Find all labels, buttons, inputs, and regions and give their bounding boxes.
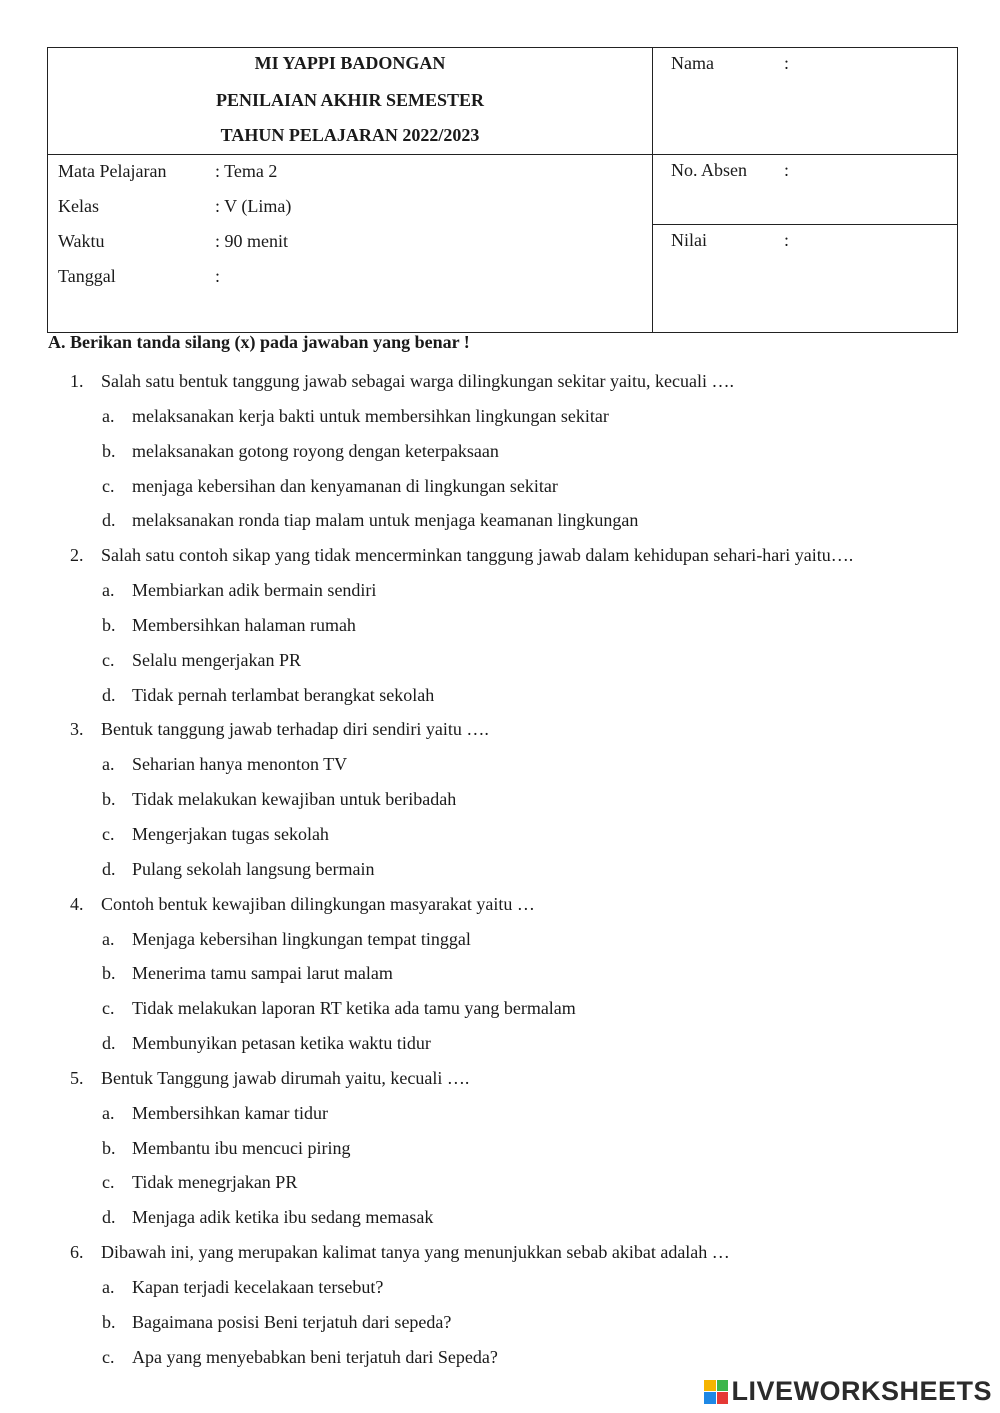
option-letter: d. bbox=[102, 684, 116, 705]
option-letter: b. bbox=[102, 1311, 116, 1332]
answer-option[interactable] bbox=[0, 1168, 1000, 1203]
date-label: Tanggal bbox=[58, 266, 116, 286]
absen-label: No. Absen bbox=[671, 160, 747, 180]
option-letter: b. bbox=[102, 614, 116, 635]
section-title: A. Berikan tanda silang (x) pada jawaban yang benar ! bbox=[48, 332, 470, 352]
option-letter: d. bbox=[102, 1032, 116, 1053]
option-letter: a. bbox=[102, 1276, 115, 1297]
question-2 bbox=[0, 541, 1000, 576]
question-text: Salah satu bentuk tanggung jawab sebagai warga dilingkungan sekitar yaitu, kecuali …. bbox=[101, 371, 734, 391]
option-text: Tidak menegrjakan PR bbox=[132, 1172, 298, 1193]
option-letter: b. bbox=[102, 789, 116, 810]
answer-option[interactable] bbox=[0, 681, 1000, 716]
answer-option[interactable] bbox=[0, 1029, 1000, 1064]
answer-option[interactable] bbox=[0, 576, 1000, 611]
option-letter: a. bbox=[102, 754, 115, 775]
question-number: 2. bbox=[70, 545, 84, 566]
option-letter: b. bbox=[102, 963, 116, 984]
question-6 bbox=[0, 1238, 1000, 1273]
question-5 bbox=[0, 1064, 1000, 1099]
score-value: : bbox=[784, 230, 790, 250]
logo-text: LIVEWORKSHEETS bbox=[731, 1376, 992, 1406]
option-text: Tidak pernah terlambat berangkat sekolah bbox=[132, 684, 435, 705]
question-text: Salah satu contoh sikap yang tidak mencerminkan tanggung jawab dalam kehidupan sehari-hari yaitu…. bbox=[101, 545, 854, 566]
name-value: : bbox=[784, 53, 790, 73]
option-letter: b. bbox=[102, 440, 116, 461]
subject-value: : Tema 2 bbox=[215, 161, 278, 181]
question-3 bbox=[0, 715, 1000, 750]
liveworksheets-mark-icon bbox=[704, 1380, 728, 1404]
question-list bbox=[0, 367, 1000, 1377]
option-text: Pulang sekolah langsung bermain bbox=[132, 858, 375, 879]
option-letter: d. bbox=[102, 510, 116, 531]
option-text: Membersihkan halaman rumah bbox=[132, 614, 356, 635]
option-letter: c. bbox=[102, 649, 115, 670]
answer-option[interactable] bbox=[0, 611, 1000, 646]
answer-option[interactable] bbox=[0, 472, 1000, 507]
option-letter: d. bbox=[102, 858, 116, 879]
option-text: Seharian hanya menonton TV bbox=[132, 754, 348, 775]
question-number: 1. bbox=[70, 371, 84, 391]
question-text: Dibawah ini, yang merupakan kalimat tanya yang menunjukkan sebab akibat adalah … bbox=[101, 1241, 730, 1262]
question-number: 5. bbox=[70, 1067, 84, 1088]
absen-value: : bbox=[784, 160, 790, 180]
info-row-time bbox=[48, 225, 652, 260]
answer-option[interactable] bbox=[0, 1203, 1000, 1238]
name-field[interactable] bbox=[653, 48, 958, 155]
score-field[interactable] bbox=[653, 225, 958, 333]
option-text: Menjaga kebersihan lingkungan tempat tinggal bbox=[132, 928, 471, 949]
option-letter: a. bbox=[102, 1102, 115, 1123]
option-letter: a. bbox=[102, 580, 115, 601]
logo-square bbox=[704, 1392, 716, 1404]
answer-option[interactable] bbox=[0, 994, 1000, 1029]
answer-option[interactable] bbox=[0, 1343, 1000, 1378]
answer-option[interactable] bbox=[0, 1308, 1000, 1343]
subject-label: Mata Pelajaran bbox=[58, 161, 167, 181]
question-text: Bentuk Tanggung jawab dirumah yaitu, kecuali …. bbox=[101, 1067, 470, 1088]
academic-year: TAHUN PELAJARAN 2022/2023 bbox=[220, 125, 480, 145]
info-row-class bbox=[48, 190, 652, 225]
option-text: Membantu ibu mencuci piring bbox=[132, 1137, 351, 1158]
school-block bbox=[48, 48, 653, 155]
question-number: 3. bbox=[70, 719, 84, 740]
option-text: Membiarkan adik bermain sendiri bbox=[132, 580, 377, 601]
school-name: MI YAPPI BADONGAN bbox=[254, 53, 446, 73]
answer-option[interactable] bbox=[0, 506, 1000, 541]
option-text: melaksanakan ronda tiap malam untuk menjaga keamanan lingkungan bbox=[132, 510, 639, 531]
answer-option[interactable] bbox=[0, 402, 1000, 437]
question-4 bbox=[0, 890, 1000, 925]
time-value: : 90 menit bbox=[215, 231, 288, 251]
score-label: Nilai bbox=[671, 230, 707, 250]
question-number: 4. bbox=[70, 893, 84, 914]
class-label: Kelas bbox=[58, 196, 99, 216]
answer-option[interactable] bbox=[0, 1099, 1000, 1134]
option-text: melaksanakan kerja bakti untuk membersihkan lingkungan sekitar bbox=[132, 406, 609, 426]
answer-option[interactable] bbox=[0, 855, 1000, 890]
answer-option[interactable] bbox=[0, 959, 1000, 994]
logo-square bbox=[717, 1392, 729, 1404]
option-letter: c. bbox=[102, 1346, 115, 1367]
answer-option[interactable] bbox=[0, 820, 1000, 855]
answer-option[interactable] bbox=[0, 646, 1000, 681]
option-letter: c. bbox=[102, 475, 115, 496]
question-number: 6. bbox=[70, 1241, 84, 1262]
logo-square bbox=[717, 1380, 729, 1392]
option-text: Menerima tamu sampai larut malam bbox=[132, 963, 393, 984]
option-text: Kapan terjadi kecelakaan tersebut? bbox=[132, 1276, 384, 1297]
option-text: melaksanakan gotong royong dengan keterpaksaan bbox=[132, 440, 499, 461]
answer-option[interactable] bbox=[0, 437, 1000, 472]
info-row-date bbox=[48, 260, 652, 295]
option-letter: a. bbox=[102, 406, 115, 426]
answer-option[interactable] bbox=[0, 750, 1000, 785]
option-text: Selalu mengerjakan PR bbox=[132, 649, 301, 670]
info-row-subject bbox=[48, 155, 652, 190]
option-letter: c. bbox=[102, 823, 115, 844]
header-table bbox=[47, 47, 958, 333]
answer-option[interactable] bbox=[0, 925, 1000, 960]
logo-square bbox=[704, 1380, 716, 1392]
question-text: Bentuk tanggung jawab terhadap diri sendiri yaitu …. bbox=[101, 719, 489, 740]
option-text: Tidak melakukan kewajiban untuk beribadah bbox=[132, 789, 457, 810]
answer-option[interactable] bbox=[0, 785, 1000, 820]
option-letter: c. bbox=[102, 998, 115, 1019]
option-letter: c. bbox=[102, 1172, 115, 1193]
exam-title: PENILAIAN AKHIR SEMESTER bbox=[215, 90, 485, 110]
option-text: Tidak melakukan laporan RT ketika ada tamu yang bermalam bbox=[132, 998, 576, 1019]
date-value: : bbox=[215, 266, 221, 286]
question-1 bbox=[0, 367, 1000, 402]
option-text: Apa yang menyebabkan beni terjatuh dari Sepeda? bbox=[132, 1346, 498, 1367]
option-letter: b. bbox=[102, 1137, 116, 1158]
answer-option[interactable] bbox=[0, 1273, 1000, 1308]
option-text: Bagaimana posisi Beni terjatuh dari sepeda? bbox=[132, 1311, 452, 1332]
answer-option[interactable] bbox=[0, 1134, 1000, 1169]
option-letter: d. bbox=[102, 1207, 116, 1228]
question-text: Contoh bentuk kewajiban dilingkungan masyarakat yaitu … bbox=[101, 893, 535, 914]
class-value: : V (Lima) bbox=[215, 196, 292, 216]
option-text: Menjaga adik ketika ibu sedang memasak bbox=[132, 1207, 434, 1228]
absen-field[interactable] bbox=[653, 155, 958, 225]
option-text: Membunyikan petasan ketika waktu tidur bbox=[132, 1032, 431, 1053]
option-text: menjaga kebersihan dan kenyamanan di lingkungan sekitar bbox=[132, 475, 558, 496]
option-text: Mengerjakan tugas sekolah bbox=[132, 823, 329, 844]
option-text: Membersihkan kamar tidur bbox=[132, 1102, 328, 1123]
info-block bbox=[48, 155, 653, 333]
option-letter: a. bbox=[102, 928, 115, 949]
liveworksheets-logo bbox=[704, 1376, 992, 1407]
name-label: Nama bbox=[671, 53, 714, 73]
time-label: Waktu bbox=[58, 231, 105, 251]
